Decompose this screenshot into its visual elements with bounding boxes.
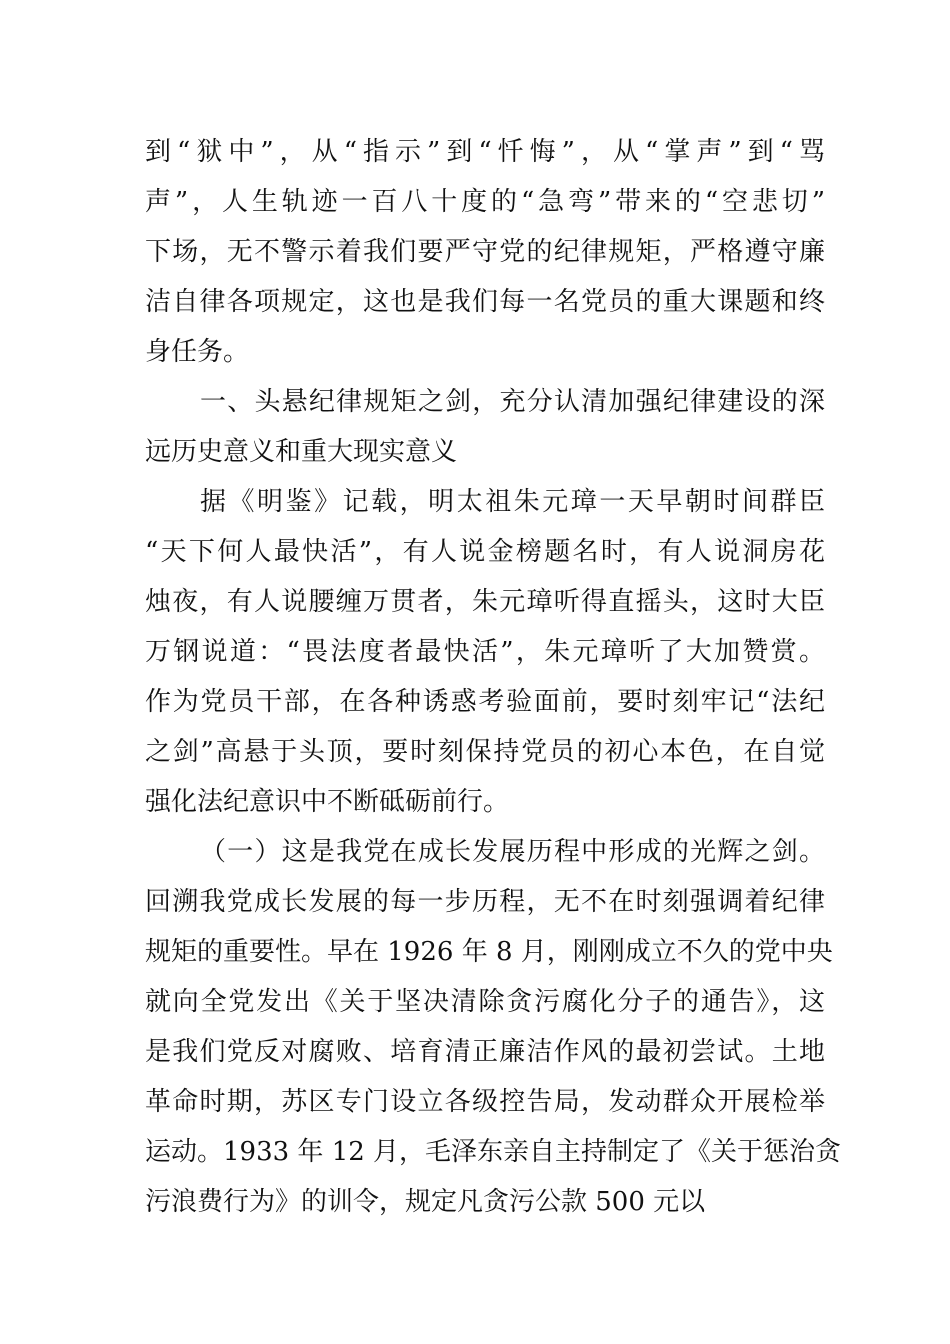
text-line: 烛夜，有人说腰缠万贯者，朱元璋听得直摇头，这时大臣	[145, 587, 825, 617]
text-line: 声”，人生轨迹一百八十度的“急弯”带来的“空悲切”	[145, 187, 825, 217]
text-line: 回溯我党成长发展的每一步历程，无不在时刻强调着纪律	[145, 887, 825, 917]
heading-line: 一、头悬纪律规矩之剑，充分认清加强纪律建设的深	[200, 387, 825, 417]
text-line: 据《明鉴》记载，明太祖朱元璋一天早朝时间群臣	[200, 487, 825, 517]
text-line: 作为党员干部，在各种诱惑考验面前，要时刻牢记“法纪	[145, 687, 825, 717]
text-line: 革命时期，苏区专门设立各级控告局，发动群众开展检举	[145, 1087, 825, 1117]
text-line: （一）这是我党在成长发展历程中形成的光辉之剑。	[200, 837, 825, 867]
text-line: 就向全党发出《关于坚决清除贪污腐化分子的通告》，这	[145, 987, 825, 1017]
text-line: 洁自律各项规定，这也是我们每一名党员的重大课题和终	[145, 287, 825, 317]
text-line: 之剑”高悬于头顶，要时刻保持党员的初心本色，在自觉	[145, 737, 825, 767]
text-line: “天下何人最快活”，有人说金榜题名时，有人说洞房花	[145, 537, 825, 567]
heading-line: 远历史意义和重大现实意义	[145, 437, 458, 467]
text-line: 是我们党反对腐败、培育清正廉洁作风的最初尝试。土地	[145, 1037, 825, 1067]
text-line: 到“狱中”，从“指示”到“忏悔”，从“掌声”到“骂	[145, 137, 825, 167]
text-line: 污浪费行为》的训令，规定凡贪污公款 500 元以	[145, 1187, 706, 1217]
text-line: 运动。1933 年 12 月，毛泽东亲自主持制定了《关于惩治贪	[145, 1137, 842, 1167]
text-line: 万钢说道：“畏法度者最快活”，朱元璋听了大加赞赏。	[145, 637, 825, 667]
text-line: 规矩的重要性。早在 1926 年 8 月，刚刚成立不久的党中央	[145, 937, 833, 967]
text-line: 强化法纪意识中不断砥砺前行。	[145, 787, 510, 817]
text-line: 下场，无不警示着我们要严守党的纪律规矩，严格遵守廉	[145, 237, 825, 267]
text-line: 身任务。	[145, 337, 250, 367]
